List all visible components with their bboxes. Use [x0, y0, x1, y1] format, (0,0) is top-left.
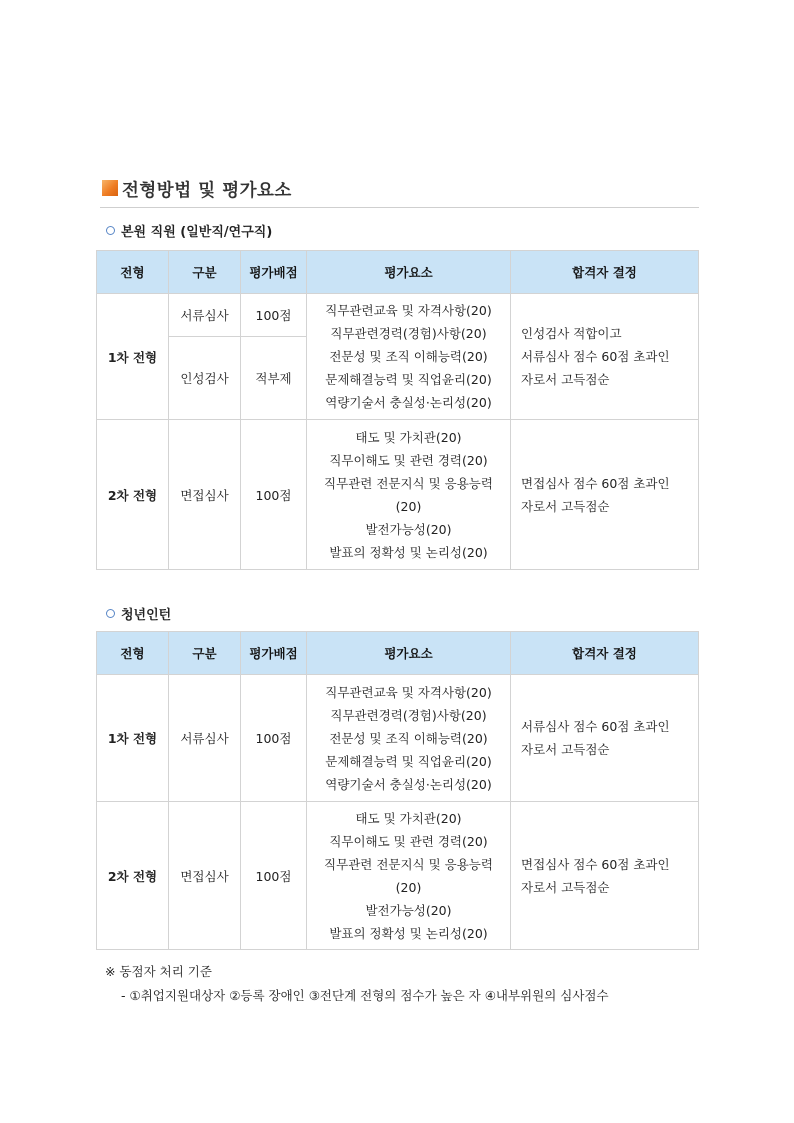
criteria-line: 전문성 및 조직 이해능력(20) [329, 349, 488, 364]
header-decision: 합격자 결정 [511, 632, 699, 675]
criteria-line: 직무관련교육 및 자격사항(20) [325, 303, 492, 318]
section-header [100, 176, 699, 208]
table1-subtitle-row [106, 221, 272, 240]
score-cell: 적부제 [241, 337, 307, 420]
criteria-line: 문제해결능력 및 직업윤리(20) [325, 372, 492, 387]
category-cell: 서류심사 [169, 294, 241, 337]
criteria-line: 직무관련경력(경험)사항(20) [330, 326, 487, 341]
decision-line: 자로서 고득점순 [521, 372, 610, 387]
criteria-line: 직무이해도 및 관련 경력(20) [329, 452, 488, 468]
decision-line: 면접심사 점수 60점 초과인 [521, 856, 670, 872]
table1-subtitle: 본원 직원 (일반직/연구직) [121, 225, 273, 240]
score-cell: 100점 [241, 675, 307, 802]
decision-line: 서류심사 점수 60점 초과인 [521, 349, 670, 364]
table2-subtitle-row [106, 604, 171, 623]
category-cell: 면접심사 [169, 420, 241, 570]
score-cell: 100점 [241, 294, 307, 337]
decision-line: 서류심사 점수 60점 초과인 [521, 719, 670, 734]
title-square-icon [102, 180, 118, 196]
table-row [97, 802, 699, 950]
table2-subtitle: 청년인턴 [121, 608, 172, 623]
score-cell: 100점 [241, 420, 307, 570]
header-score: 평가배점 [241, 251, 307, 294]
header-category: 구분 [169, 251, 241, 294]
criteria-line: 직무이해도 및 관련 경력(20) [329, 833, 488, 849]
table-row [97, 675, 699, 802]
criteria-cell [307, 294, 511, 420]
table-intern-selection [96, 631, 699, 950]
decision-line: 자로서 고득점순 [521, 742, 610, 757]
criteria-line: 직무관련교육 및 자격사항(20) [325, 684, 492, 700]
round-label: 1차 전형 [97, 294, 169, 420]
tie-breaker-detail: - ①취업지원대상자 ②등록 장애인 ③전단계 전형의 점수가 높은 자 ④내부위원의 심사점수 [121, 988, 609, 1003]
bullet-circle-icon [106, 226, 115, 235]
score-cell: 100점 [241, 802, 307, 950]
section-title: 전형방법 및 평가요소 [122, 181, 292, 201]
criteria-line: 전문성 및 조직 이해능력(20) [329, 730, 488, 746]
decision-line: 자로서 고득점순 [521, 879, 610, 895]
decision-line: 자로서 고득점순 [521, 498, 610, 514]
decision-cell [511, 675, 699, 802]
round-label: 2차 전형 [97, 802, 169, 950]
criteria-line: 발전가능성(20) [365, 521, 452, 537]
criteria-cell [307, 675, 511, 802]
category-cell: 서류심사 [169, 675, 241, 802]
decision-line: 인성검사 적합이고 [521, 326, 622, 341]
decision-cell [511, 294, 699, 420]
header-criteria: 평가요소 [307, 632, 511, 675]
table-staff-selection [96, 250, 699, 570]
header-round: 전형 [97, 251, 169, 294]
table-row [97, 294, 699, 337]
criteria-line: 직무관련 전문지식 및 응용능력 [324, 475, 493, 491]
criteria-line: 문제해결능력 및 직업윤리(20) [325, 753, 492, 769]
criteria-line: 역량기술서 충실성·논리성(20) [325, 776, 492, 792]
criteria-line: 직무관련경력(경험)사항(20) [330, 707, 487, 723]
tie-breaker-heading: ※ 동점자 처리 기준 [105, 964, 212, 979]
criteria-cell [307, 420, 511, 570]
header-score: 평가배점 [241, 632, 307, 675]
category-cell: 면접심사 [169, 802, 241, 950]
decision-cell [511, 420, 699, 570]
criteria-line: 발표의 정확성 및 논리성(20) [329, 544, 488, 560]
header-category: 구분 [169, 632, 241, 675]
decision-line: 면접심사 점수 60점 초과인 [521, 475, 670, 491]
header-round: 전형 [97, 632, 169, 675]
criteria-line: (20) [395, 498, 422, 514]
header-criteria: 평가요소 [307, 251, 511, 294]
criteria-line: 직무관련 전문지식 및 응용능력 [324, 856, 493, 872]
table2-header-row [97, 632, 699, 675]
table-row [97, 420, 699, 570]
criteria-cell [307, 802, 511, 950]
table1-header-row [97, 251, 699, 294]
header-decision: 합격자 결정 [511, 251, 699, 294]
criteria-line: 발전가능성(20) [365, 902, 452, 918]
criteria-line: 발표의 정확성 및 논리성(20) [329, 925, 488, 941]
criteria-line: 태도 및 가치관(20) [355, 429, 462, 445]
criteria-line: 역량기술서 충실성·논리성(20) [325, 395, 492, 410]
category-cell: 인성검사 [169, 337, 241, 420]
decision-cell [511, 802, 699, 950]
criteria-line: (20) [395, 879, 422, 895]
round-label: 2차 전형 [97, 420, 169, 570]
criteria-line: 태도 및 가치관(20) [355, 810, 462, 826]
bullet-circle-icon [106, 609, 115, 618]
round-label: 1차 전형 [97, 675, 169, 802]
